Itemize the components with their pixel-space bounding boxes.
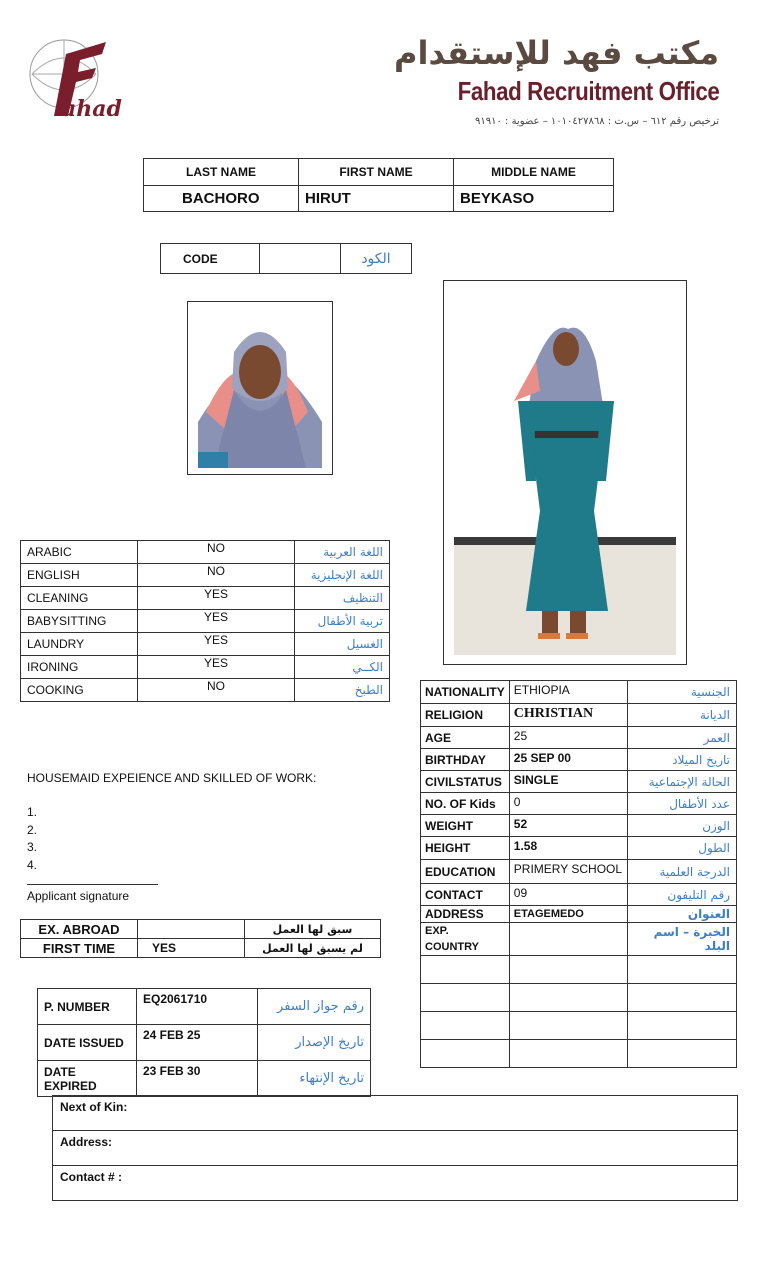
- skill-value: NO: [138, 564, 295, 587]
- date-issued-label: DATE ISSUED: [38, 1025, 137, 1061]
- license-line: ترخيص رقم ٦١٢ – س.ت : ١٠١٠٤٢٧٨٦٨ – عضوية : ٩١٩١٠: [474, 116, 719, 127]
- religion-value: CHRISTIAN: [509, 704, 627, 727]
- contact-arabic: رقم التليفون: [627, 884, 736, 906]
- detail-row: [421, 681, 737, 704]
- logo-text: ahad: [62, 96, 122, 122]
- ex-abroad-arabic: سبق لها العمل: [245, 920, 381, 939]
- skill-row: [21, 679, 390, 702]
- skill-arabic: تربية الأطفال: [295, 610, 390, 633]
- contact-label: CONTACT: [421, 884, 510, 906]
- contact-value: 09: [509, 884, 627, 906]
- exp-country-row: [421, 923, 737, 956]
- religion-label: RELIGION: [421, 704, 510, 727]
- passport-number-value: EQ2061710: [137, 989, 258, 1025]
- skill-value: YES: [138, 633, 295, 656]
- detail-row: [421, 704, 737, 727]
- address-label: ADDRESS: [421, 906, 510, 923]
- skill-value: YES: [138, 656, 295, 679]
- education-value: PRIMERY SCHOOL: [509, 860, 627, 884]
- education-label: EDUCATION: [421, 860, 510, 884]
- date-expired-label: DATE EXPIRED: [38, 1061, 137, 1097]
- skill-arabic: اللغة الإنجليزية: [295, 564, 390, 587]
- skill-value: YES: [138, 610, 295, 633]
- skill-label: IRONING: [21, 656, 138, 679]
- civil-status-value: SINGLE: [509, 771, 627, 793]
- abroad-table: [20, 919, 381, 958]
- skill-label: BABYSITTING: [21, 610, 138, 633]
- list-item: 4.: [27, 857, 38, 872]
- nationality-value: ETHIOPIA: [509, 681, 627, 704]
- signature-line: [27, 884, 158, 885]
- detail-row: [421, 837, 737, 860]
- birthday-arabic: تاريخ الميلاد: [627, 749, 736, 771]
- age-arabic: العمر: [627, 727, 736, 749]
- kids-label: NO. OF Kids: [421, 793, 510, 815]
- skill-row: [21, 610, 390, 633]
- code-value: [260, 244, 341, 274]
- date-issued-value: 24 FEB 25: [137, 1025, 258, 1061]
- birthday-value: 25 SEP 00: [509, 749, 627, 771]
- skill-arabic: الطبخ: [295, 679, 390, 702]
- name-table: [143, 158, 614, 212]
- detail-row: [421, 860, 737, 884]
- middle-name-header: MIDDLE NAME: [454, 159, 614, 186]
- details-table: [420, 680, 737, 1068]
- table-row: [421, 956, 737, 984]
- exp-country-arabic: الخبرة – اسم البلد: [627, 923, 736, 956]
- detail-row: [421, 793, 737, 815]
- age-label: AGE: [421, 727, 510, 749]
- code-arabic: الكود: [341, 244, 412, 274]
- table-row: [421, 984, 737, 1012]
- date-issued-arabic: تاريخ الإصدار: [258, 1025, 371, 1061]
- skill-arabic: اللغة العربية: [295, 541, 390, 564]
- skill-label: LAUNDRY: [21, 633, 138, 656]
- weight-label: WEIGHT: [421, 815, 510, 837]
- age-value: 25: [509, 727, 627, 749]
- civil-status-label: CIVILSTATUS: [421, 771, 510, 793]
- skill-label: ARABIC: [21, 541, 138, 564]
- skill-row: [21, 633, 390, 656]
- portrait-photo: [187, 301, 333, 475]
- experience-list: [27, 804, 37, 874]
- detail-row: [421, 815, 737, 837]
- experience-title: HOUSEMAID EXPEIENCE AND SKILLED OF WORK:: [27, 771, 317, 785]
- address-arabic: العنوان: [627, 906, 736, 923]
- detail-row: [421, 884, 737, 906]
- first-time-arabic: لم يسبق لها العمل: [245, 939, 381, 958]
- skill-arabic: التنظيف: [295, 587, 390, 610]
- code-table: [160, 243, 412, 274]
- detail-row: [421, 771, 737, 793]
- skill-label: COOKING: [21, 679, 138, 702]
- kids-value: 0: [509, 793, 627, 815]
- last-name-header: LAST NAME: [144, 159, 299, 186]
- date-expired-arabic: تاريخ الإنتهاء: [258, 1061, 371, 1097]
- detail-row: [421, 727, 737, 749]
- skill-arabic: الغسيل: [295, 633, 390, 656]
- first-name-value: HIRUT: [299, 186, 454, 212]
- last-name-value: BACHORO: [144, 186, 299, 212]
- first-name-header: FIRST NAME: [299, 159, 454, 186]
- skill-value: NO: [138, 541, 295, 564]
- weight-arabic: الوزن: [627, 815, 736, 837]
- detail-row: [421, 906, 737, 923]
- first-time-label: FIRST TIME: [21, 939, 138, 958]
- skill-row: [21, 564, 390, 587]
- address-value: ETAGEMEDO: [509, 906, 627, 923]
- detail-row: [421, 749, 737, 771]
- exp-country-value: [509, 923, 627, 956]
- skill-value: NO: [138, 679, 295, 702]
- skill-row: [21, 587, 390, 610]
- signature-label: Applicant signature: [27, 889, 130, 903]
- list-item: 2.: [27, 822, 38, 837]
- first-time-value: YES: [138, 939, 245, 958]
- birthday-label: BIRTHDAY: [421, 749, 510, 771]
- nationality-arabic: الجنسية: [627, 681, 736, 704]
- next-of-kin-label: Next of Kin:: [53, 1096, 738, 1131]
- kin-address-label: Address:: [53, 1131, 738, 1166]
- exp-label: EXP.: [425, 925, 449, 937]
- weight-value: 52: [509, 815, 627, 837]
- skill-row: [21, 656, 390, 679]
- passport-number-arabic: رقم جواز السفر: [258, 989, 371, 1025]
- passport-table: [37, 988, 371, 1097]
- passport-number-label: P. NUMBER: [38, 989, 137, 1025]
- height-arabic: الطول: [627, 837, 736, 860]
- full-body-photo: [443, 280, 687, 665]
- religion-arabic: الديانة: [627, 704, 736, 727]
- height-label: HEIGHT: [421, 837, 510, 860]
- skill-label: ENGLISH: [21, 564, 138, 587]
- skill-label: CLEANING: [21, 587, 138, 610]
- next-of-kin-table: [52, 1095, 738, 1201]
- exp-country-label: [421, 923, 510, 956]
- education-arabic: الدرجة العلمية: [627, 860, 736, 884]
- skill-arabic: الكــي: [295, 656, 390, 679]
- skill-row: [21, 541, 390, 564]
- civil-status-arabic: الحالة الإجتماعية: [627, 771, 736, 793]
- list-item: 3.: [27, 840, 38, 854]
- nationality-label: NATIONALITY: [421, 681, 510, 704]
- middle-name-value: BEYKASO: [454, 186, 614, 212]
- skills-table: [20, 540, 390, 702]
- date-expired-value: 23 FEB 30: [137, 1061, 258, 1097]
- table-row: [421, 1040, 737, 1068]
- code-label: CODE: [161, 244, 260, 274]
- skill-value: YES: [138, 587, 295, 610]
- ex-abroad-label: EX. ABROAD: [21, 920, 138, 939]
- kids-arabic: عدد الأطفال: [627, 793, 736, 815]
- ex-abroad-value: [138, 920, 245, 939]
- table-row: [421, 1012, 737, 1040]
- country-label: COUNTRY: [425, 941, 479, 953]
- arabic-company-name: مكتب فهد للإستقدام: [394, 34, 719, 72]
- height-value: 1.58: [509, 837, 627, 860]
- company-name: Fahad Recruitment Office: [457, 76, 719, 106]
- kin-contact-label: Contact # :: [53, 1166, 738, 1201]
- list-item: 1.: [27, 805, 38, 819]
